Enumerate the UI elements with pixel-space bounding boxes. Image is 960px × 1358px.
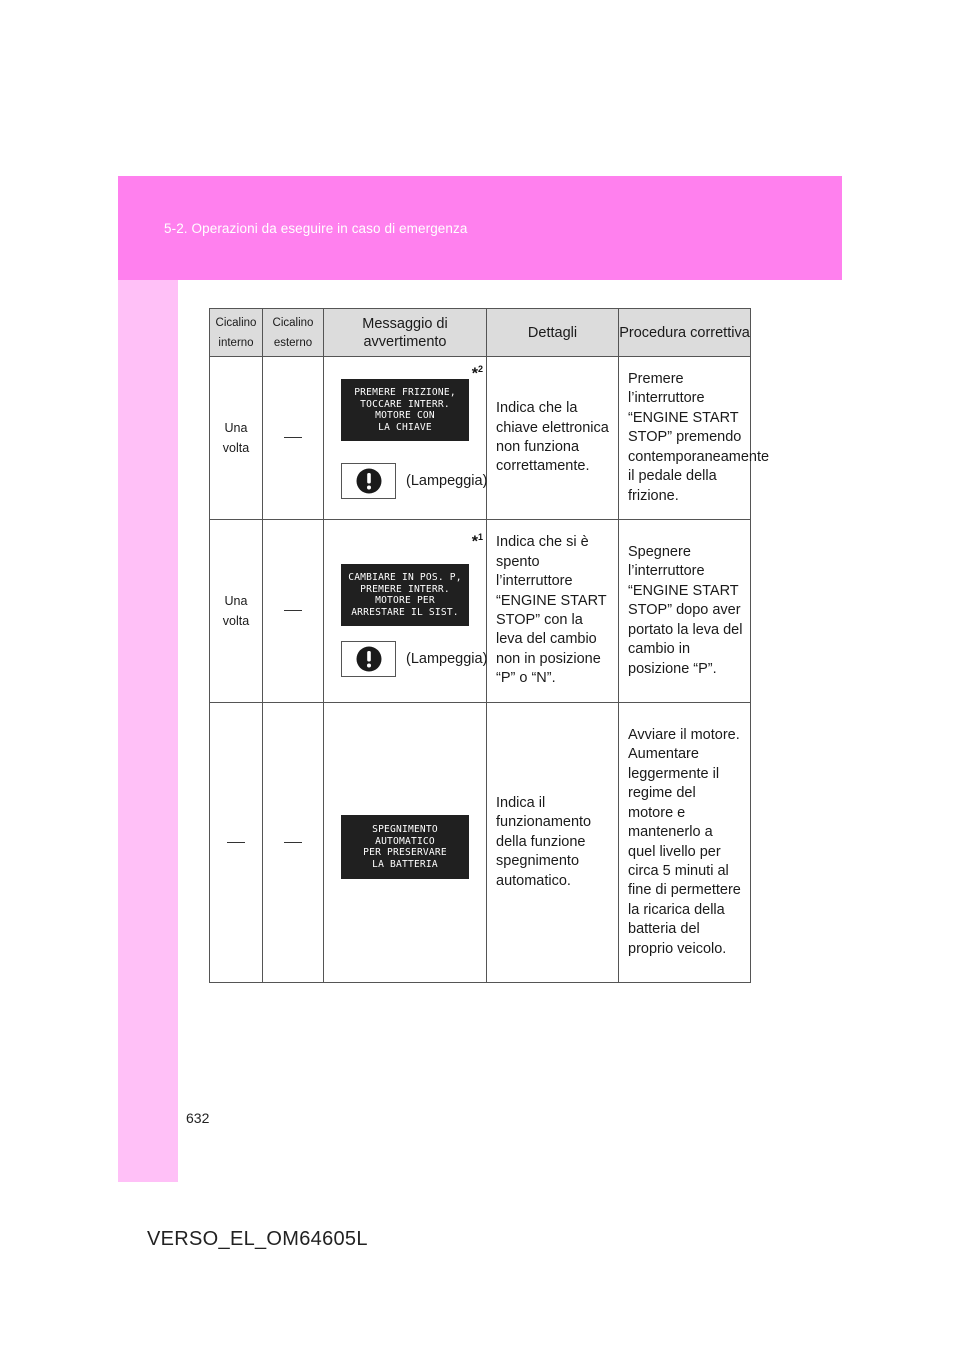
message-cell	[324, 703, 487, 983]
dash-mark	[284, 610, 302, 611]
table-row	[210, 520, 751, 703]
dash-mark	[284, 437, 302, 438]
warning-icon	[341, 641, 396, 677]
external-buzzer-cell	[263, 520, 324, 703]
details-cell: Indica il funzionamento della funzione spegnimento automatico.	[487, 703, 619, 983]
dash-mark	[284, 842, 302, 843]
internal-buzzer-cell: Una volta	[210, 520, 263, 703]
warning-table	[209, 308, 770, 983]
flash-label: (Lampeggia)	[406, 473, 488, 489]
exclamation-triangle-icon	[356, 646, 382, 672]
lcd-display-message: SPEGNIMENTO AUTOMATICO PER PRESERVARE LA BATTERIA	[341, 815, 469, 879]
flash-label: (Lampeggia)	[406, 651, 488, 667]
page-number: 632	[186, 1110, 210, 1126]
dash-mark	[227, 842, 245, 843]
procedure-cell: Premere l’interruttore “ENGINE START STOP” premendo contemporaneamente il pedale della frizione.	[619, 357, 751, 520]
exclamation-triangle-icon	[356, 468, 382, 494]
header-procedure: Procedura correttiva	[619, 309, 751, 357]
procedure-cell: Spegnere l’interruttore “ENGINE START STOP” dopo aver portato la leva del cambio in posizione “P”.	[619, 520, 751, 703]
internal-buzzer-cell	[210, 703, 263, 983]
document-code: VERSO_EL_OM64605L	[147, 1228, 368, 1250]
internal-buzzer-cell: Una volta	[210, 357, 263, 520]
header-internal-buzzer: Cicalino interno	[210, 309, 263, 357]
footnote-marker: *$^2$	[471, 364, 483, 383]
table-row	[210, 357, 751, 520]
external-buzzer-cell	[263, 703, 324, 983]
table-header-row	[210, 309, 751, 357]
footnote-marker: *$^1$	[471, 532, 483, 551]
external-buzzer-cell	[263, 357, 324, 520]
message-cell	[324, 357, 487, 520]
procedure-cell: Avviare il motore. Aumentare leggermente il regime del motore e mantenerlo a quel livello per circa 5 minuti al fine di permettere la ricarica della batteria del proprio veicolo.	[619, 703, 751, 983]
details-cell: Indica che si è spento l’interruttore “ENGINE START STOP” con la leva del cambio non in posizione “P” o “N”.	[487, 520, 619, 703]
details-cell: Indica che la chiave elettronica non funziona correttamente.	[487, 357, 619, 520]
lcd-display-message: PREMERE FRIZIONE, TOCCARE INTERR. MOTORE CON LA CHIAVE	[341, 379, 469, 441]
table-row	[210, 703, 751, 983]
warning-icon	[341, 463, 396, 499]
message-cell	[324, 520, 487, 703]
section-title: 5-2. Operazioni da eseguire in caso di emergenza	[164, 221, 468, 236]
side-band	[118, 280, 178, 1182]
lcd-display-message: CAMBIARE IN POS. P, PREMERE INTERR. MOTORE PER ARRESTARE IL SIST.	[341, 564, 469, 626]
header-external-buzzer: Cicalino esterno	[263, 309, 324, 357]
header-details: Dettagli	[487, 309, 619, 357]
header-message: Messaggio di avvertimento	[324, 309, 487, 357]
